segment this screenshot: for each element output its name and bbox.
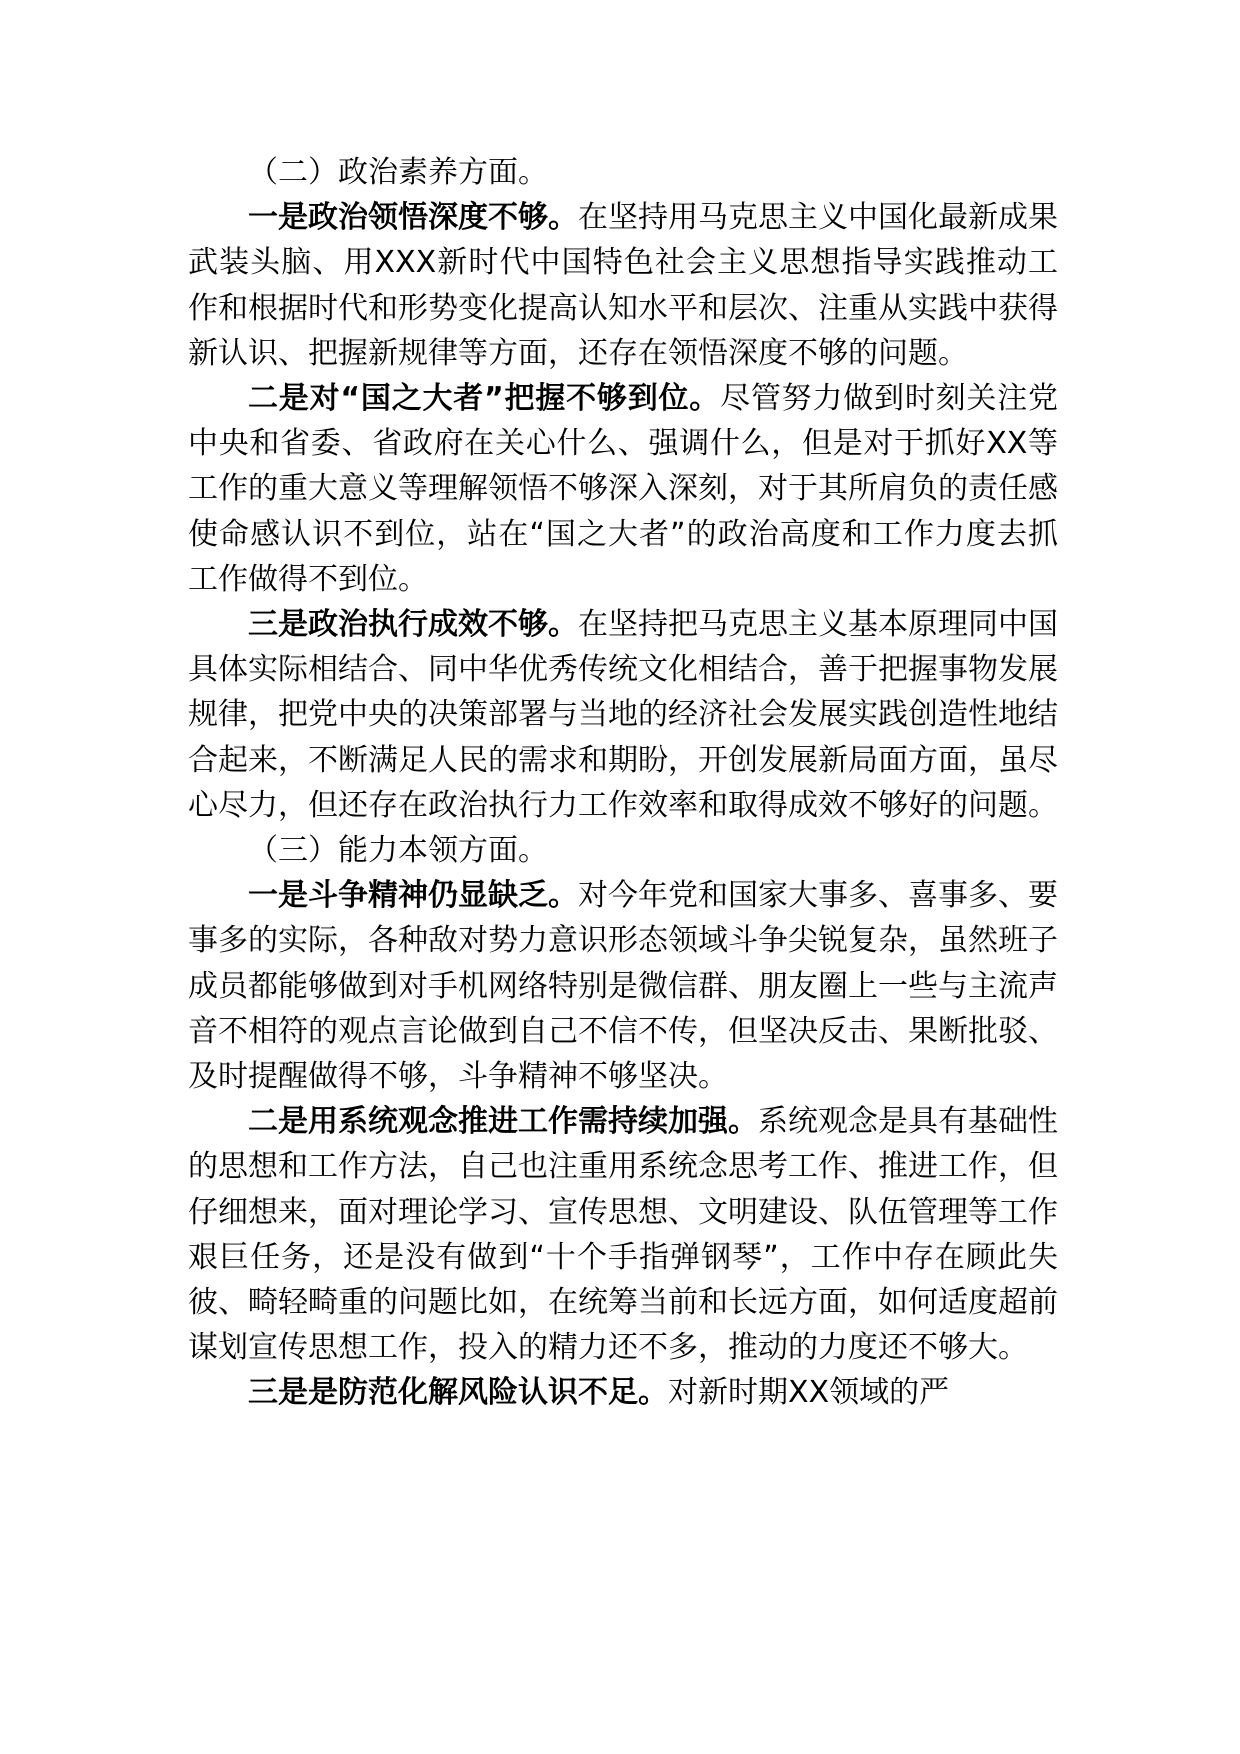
paragraph-body: 在坚持把马克思主义基本原理同中国具体实际相结合、同中华优秀传统文化相结合，善于把握事物发展规律，把党中央的决策部署与当地的经济社会发展实践创造性地结合起来，不断满足人民的需求和期盼，开创发展新局面方面，虽尽心尽力，但还存在政治执行力工作效率和取得成效不够好的问题。 — [188, 607, 1058, 823]
paragraph-national-priorities — [188, 376, 1058, 602]
document-page — [188, 150, 1058, 1416]
section-heading-capability: （三）能力本领方面。 — [248, 833, 548, 869]
paragraph-lead: 一是政治领悟深度不够。 — [248, 200, 578, 236]
paragraph-fighting-spirit — [188, 873, 1058, 1099]
paragraph-lead: 二是对“国之大者”把握不够到位。 — [248, 381, 721, 417]
paragraph-lead: 二是用系统观念推进工作需持续加强。 — [248, 1104, 758, 1140]
paragraph-lead: 三是政治执行成效不够。 — [248, 607, 578, 643]
paragraph-systems-thinking — [188, 1099, 1058, 1370]
paragraph-lead: 一是斗争精神仍显缺乏。 — [248, 878, 578, 914]
paragraph-body: 对今年党和国家大事多、喜事多、要事多的实际，各种敌对势力意识形态领域斗争尖锐复杂，虽然班子成员都能够做到对手机网络特别是微信群、朋友圈上一些与主流声音不相符的观点言论做到自己不信不传，但坚决反击、果断批驳、及时提醒做得不够，斗争精神不够坚决。 — [188, 878, 1058, 1095]
paragraph-risk-awareness — [188, 1370, 1058, 1415]
section-heading-political-literacy: （二）政治素养方面。 — [248, 155, 548, 190]
paragraph-political-insight — [188, 195, 1058, 376]
paragraph-lead: 三是是防范化解风险认识不足。 — [248, 1375, 668, 1411]
paragraph-political-execution — [188, 602, 1058, 828]
paragraph-body: 尽管努力做到时刻关注党中央和省委、省政府在关心什么、强调什么，但是对于抓好XX等工作的重大意义等理解领悟不够深入深刻，对于其所肩负的责任感使命感认识不到位，站在“国之大者”的政治高度和工作力度去抓工作做得不到位。 — [188, 381, 1059, 597]
paragraph-body: 对新时期XX领域的严 — [668, 1375, 950, 1411]
paragraph-body: 在坚持用马克思主义中国化最新成果武装头脑、用XXX新时代中国特色社会主义思想指导实践推动工作和根据时代和形势变化提高认知水平和层次、注重从实践中获得新认识、把握新规律等方面，还存在领悟深度不够的问题。 — [188, 200, 1058, 371]
paragraph-body: 系统观念是具有基础性的思想和工作方法，自己也注重用系统念思考工作、推进工作，但仔细想来，面对理论学习、宣传思想、文明建设、队伍管理等工作艰巨任务，还是没有做到“十个手指弹钢琴”，工作中存在顾此失彼、畸轻畸重的问题比如，在统筹当前和长远方面，如何适度超前谋划宣传思想工作，投入的精力还不多，推动的力度还不够大。 — [188, 1104, 1058, 1366]
